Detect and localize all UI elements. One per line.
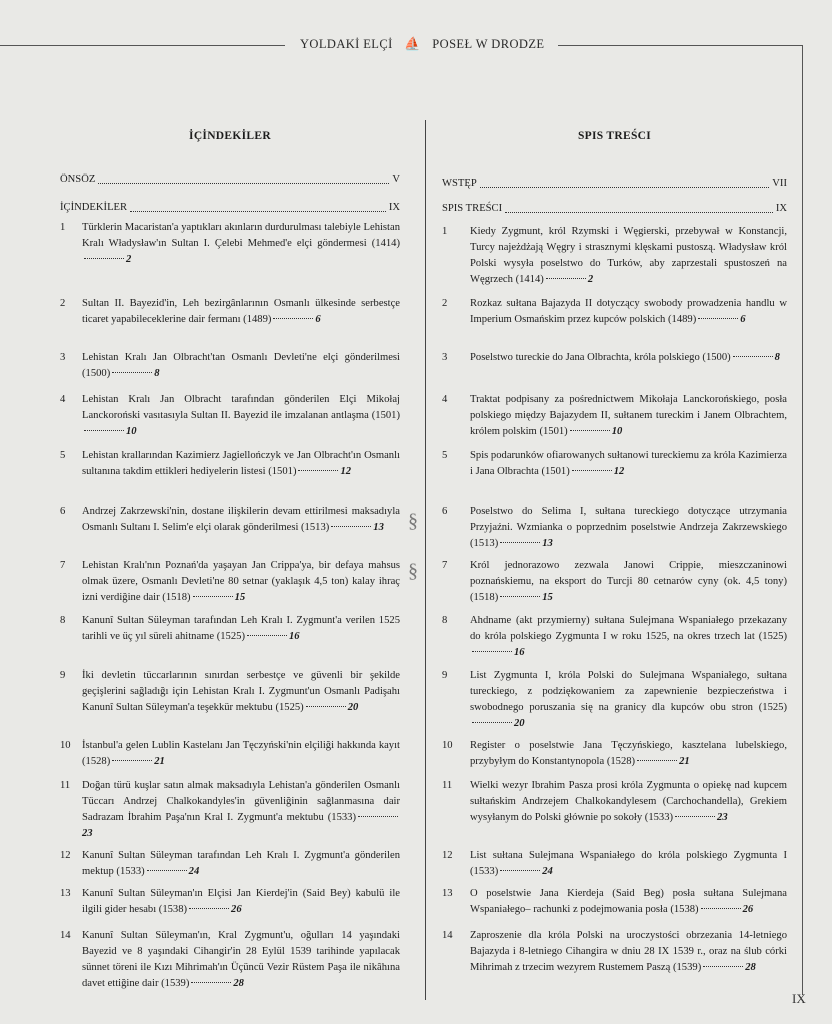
entry-page: 12	[613, 466, 625, 477]
entry-title: Wielki wezyr Ibrahim Pasza prosi króla Zygmunta o opiekę nad kupcem sułtańskim Andrzejem Chalkokandylesem (Carchochandella), Grekiem wysyłanym do Polski głównie po sokoły (1533)	[470, 780, 787, 823]
entry-number: 3	[60, 352, 66, 363]
entry-page: 8	[154, 368, 160, 379]
entry-number: 12	[442, 850, 453, 861]
entry-text	[82, 778, 400, 842]
entry-title: Król jednorazowo zezwala Janowi Crippie, mieszczaninowi poznańskiemu, na eksport do Turcji 80 cetnarów cyny (ok. 4,5 tony) (1518)	[470, 560, 787, 603]
header-rule-left	[0, 45, 285, 46]
dot-leader	[331, 525, 371, 527]
entry-page: 21	[154, 756, 165, 767]
entry-title: Spis podarunków ofiarowanych sułtanowi tureckiemu za króla Kazimierza i Jana Olbrachta (1501)	[470, 450, 787, 477]
front-matter-label: İÇİNDEKİLER	[60, 202, 128, 213]
entry-page: 13	[373, 522, 384, 533]
entry-text	[82, 928, 400, 992]
entry-title: O poselstwie Jana Kierdeja (Said Beg) posła sułtana Sulejmana Wspaniałego– rachunki z podejmowania posła (1538)	[470, 888, 787, 915]
front-matter-entry[interactable]	[442, 201, 787, 217]
entry-title: Ahdname (akt przymierny) sułtana Sulejmana Wspaniałego przekazany do króla polskiego Zygmunta I w roku 1525, na okres trzech lat (1525)	[470, 615, 787, 642]
entry-page: 6	[315, 314, 321, 325]
entry-text	[470, 392, 787, 440]
entry-page: 16	[288, 631, 300, 642]
entry-number: 14	[60, 930, 71, 941]
entry-number: 4	[442, 394, 448, 405]
dot-leader	[147, 869, 187, 871]
entry-title: Kanunî Sultan Süleyman tarafından Leh Kralı I. Zygmunt'a verilen 1525 tarihli ve üç yıl süreli ahitname (1525)	[82, 615, 400, 642]
running-header	[300, 36, 544, 52]
entry-title: List sułtana Sulejmana Wspaniałego do króla polskiego Zygmunta I (1533)	[470, 850, 787, 877]
entry-number: 11	[60, 780, 71, 791]
entry-text	[82, 738, 400, 770]
entry-page: 6	[740, 314, 746, 325]
dot-leader	[84, 429, 124, 431]
entry-text	[82, 448, 400, 480]
entry-number: 1	[442, 226, 448, 237]
toc-title-turkish: İÇİNDEKİLER	[189, 130, 271, 142]
entry-title: Traktat podpisany za pośrednictwem Mikołaja Lanckorońskiego, posła polskiego między Bajazydem II, sułtanem tureckim i Janem Olbrachtem, królem polskim (1501)	[470, 394, 787, 437]
front-matter-entry[interactable]	[60, 200, 400, 216]
entry-number: 2	[60, 298, 66, 309]
entry-page: 28	[233, 978, 244, 989]
entry-text	[82, 392, 400, 440]
entry-page: 24	[542, 866, 553, 877]
entry-number: 5	[60, 450, 66, 461]
dot-leader	[84, 257, 124, 259]
dot-leader	[480, 176, 770, 188]
entry-title: Kanunî Sultan Süleyman'ın Elçisi Jan Kierdej'in (Said Bey) kabulü ile ilgili gider hesabı (1538)	[82, 888, 400, 915]
entry-title: Kanunî Sultan Süleyman tarafından Leh Kralı I. Zygmunt'a gönderilen mektup (1533)	[82, 850, 400, 877]
toc-title-polish: SPIS TREŚCI	[577, 130, 652, 142]
dot-leader	[130, 200, 386, 212]
entry-text	[470, 558, 787, 606]
entry-title: Kanunî Sultan Süleyman'ın, Kral Zygmunt'u, oğulları 14 yaşındaki Bayezid ve 8 yaşındaki Cihangir'in 28 Eylül 1539 tarihinde yapılacak sünnet töreni ile Kızı Mihrimah'ın Üçüncü Vezir Rüstem Paşa ile nikâhına davet ettiğine dair (1539)	[82, 930, 400, 989]
dot-leader	[733, 355, 773, 357]
entry-number: 1	[60, 222, 66, 233]
entry-page: 28	[745, 962, 756, 973]
entry-page: 13	[542, 538, 553, 549]
dot-leader	[112, 759, 152, 761]
entry-page: 16	[514, 647, 525, 658]
entry-number: 10	[442, 740, 453, 751]
front-matter-page: IX	[388, 202, 400, 213]
entry-page: 23	[82, 828, 93, 839]
scroll-ornament-icon: §	[408, 510, 418, 532]
entry-title: İki devletin tüccarlarının sınırdan serbestçe ve güvenli bir şekilde geçişlerini sağladığı için Lehistan Kralı I. Zygmunt'un Osmanlı Padişahı Kanunî Sultan Süleyman'a teşekkür mektubu (1525)	[82, 670, 400, 713]
front-matter-page: IX	[775, 203, 787, 214]
entry-page: 26	[742, 904, 754, 915]
entry-text	[82, 848, 400, 880]
front-matter-label: SPIS TREŚCI	[442, 203, 503, 214]
entry-page: 10	[611, 426, 623, 437]
front-matter-entry[interactable]	[442, 176, 787, 192]
entry-text	[82, 296, 400, 328]
entry-number: 7	[60, 560, 66, 571]
entry-title: Rozkaz sułtana Bajazyda II dotyczący swobody prowadzenia handlu w Imperium Osmańskim przez kupców polskich (1489)	[470, 298, 787, 325]
dot-leader	[472, 721, 512, 723]
header-title-turkish: YOLDAKİ ELÇİ	[300, 37, 393, 51]
entry-number: 6	[442, 506, 448, 517]
entry-number: 8	[60, 615, 66, 626]
dot-leader	[500, 595, 540, 597]
dot-leader	[572, 469, 612, 471]
entry-page: 10	[126, 426, 137, 437]
ship-ornament-icon: ⛵	[404, 36, 421, 51]
entry-number: 14	[442, 930, 453, 941]
dot-leader	[358, 815, 398, 817]
entry-text	[470, 504, 787, 552]
dot-leader	[306, 705, 346, 707]
entry-number: 6	[60, 506, 66, 517]
front-matter-page: V	[392, 174, 400, 185]
front-matter-page: VII	[772, 178, 787, 189]
front-matter-label: WSTĘP	[442, 178, 477, 189]
entry-page: 24	[188, 866, 200, 877]
entry-title: Andrzej Zakrzewski'nin, dostane ilişkilerin devam ettirilmesi maksadıyla Osmanlı Sultanı I. Selim'e elçi olarak gönderilmesi (1513)	[82, 506, 400, 533]
entry-text	[82, 220, 400, 268]
entry-title: Kiedy Zygmunt, król Rzymski i Węgierski, przebywał w Konstancji, Turcy najeżdżają Węgry i strasznymi klęskami pustoszą. Władysław król Polski wysyła poselstwo do Turków, aby zaprzestali spustoszeń na Węgrzech (1414)	[470, 226, 787, 285]
entry-text	[470, 738, 787, 770]
dot-leader	[189, 907, 229, 909]
entry-title: Lehistan Kralı Jan Olbracht tarafından gönderilen Elçi Mikołaj Lanckoroński vasıtasıyla Sultan II. Bayezid ile imzalanan antlaşma (1501)	[82, 394, 400, 421]
scroll-ornament-icon: §	[408, 560, 418, 582]
dot-leader	[701, 907, 741, 909]
dot-leader	[505, 201, 773, 213]
header-title-polish: POSEŁ W DRODZE	[432, 37, 545, 51]
entry-text	[470, 848, 787, 880]
entry-number: 13	[60, 888, 71, 899]
entry-title: Sultan II. Bayezid'in, Leh bezirgânlarının Osmanlı ülkesinde serbestçe ticaret yapabileceklerine dair fermanı (1489)	[82, 298, 400, 325]
entry-number: 7	[442, 560, 448, 571]
entry-number: 10	[60, 740, 71, 751]
entry-text	[82, 613, 400, 645]
dot-leader	[193, 595, 233, 597]
entry-text	[470, 778, 787, 826]
entry-number: 13	[442, 888, 453, 899]
entry-text	[82, 558, 400, 606]
entry-number: 2	[442, 298, 448, 309]
dot-leader	[191, 981, 231, 983]
dot-leader	[675, 815, 715, 817]
entry-page: 2	[126, 254, 132, 265]
dot-leader	[570, 429, 610, 431]
dot-leader	[112, 371, 152, 373]
header-rule-right	[558, 45, 803, 46]
entry-title: Poselstwo tureckie do Jana Olbrachta, króla polskiego (1500)	[470, 352, 731, 363]
front-matter-label: ÖNSÖZ	[60, 174, 96, 185]
entry-page: 15	[542, 592, 553, 603]
entry-page: 15	[234, 592, 246, 603]
entry-title: List Zygmunta I, króla Polski do Sulejmana Wspaniałego, sułtana tureckiego, z podziękowaniem za zapewnienie bezpieczeństwa i swobodnego poruszania się na granicy dla kupców obu stron (1525)	[470, 670, 787, 713]
front-matter-entry[interactable]	[60, 172, 400, 188]
entry-number: 9	[442, 670, 448, 681]
entry-text	[82, 886, 400, 918]
entry-title: Lehistan Kralı'nın Poznań'da yaşayan Jan Crippa'ya, bir defaya mahsus olmak üzere, Osmanlı Devleti'ne 80 setnar (yaklaşık 4,5 ton) kalay ihraç izni verdiğine dair (1518)	[82, 560, 400, 603]
entry-number: 12	[60, 850, 71, 861]
entry-text	[82, 350, 400, 382]
entry-title: Doğan türü kuşlar satın almak maksadıyla Lehistan'a gönderilen Osmanlı Tüccarı Andrzej Chalkokandyles'in güvenliğinin sağlanmasına dair Sadrazam İbrahim Paşa'nın Kral I. Zygmunt'a mektubu (1533)	[82, 780, 400, 823]
entry-text	[470, 296, 787, 328]
dot-leader	[98, 172, 389, 184]
entry-page: 20	[347, 702, 359, 713]
entry-text	[470, 668, 787, 732]
dot-leader	[500, 541, 540, 543]
entry-title: Türklerin Macaristan'a yaptıkları akınların durdurulması talebiyle Lehistan Kralı Władysław'ın Sultan I. Çelebi Mehmed'e elçi göndermesi (1414)	[82, 222, 400, 249]
dot-leader	[637, 759, 677, 761]
dot-leader	[698, 317, 738, 319]
dot-leader	[703, 965, 743, 967]
entry-number: 8	[442, 615, 448, 626]
entry-text	[470, 350, 787, 366]
dot-leader	[472, 650, 512, 652]
dot-leader	[273, 317, 313, 319]
entry-text	[470, 886, 787, 918]
entry-title: Lehistan Kralı Jan Olbracht'tan Osmanlı Devleti'ne elçi gönderilmesi (1500)	[82, 352, 400, 379]
entry-text	[82, 668, 400, 716]
entry-number: 3	[442, 352, 448, 363]
entry-text	[470, 928, 787, 976]
column-divider	[425, 120, 426, 1000]
page-number: IX	[792, 991, 806, 1006]
entry-page: 26	[231, 904, 242, 915]
entry-title: İstanbul'a gelen Lublin Kastelanı Jan Tęczyński'nin elçiliği hakkında kayıt (1528)	[82, 740, 400, 767]
entry-page: 12	[340, 466, 352, 477]
entry-page: 21	[679, 756, 690, 767]
page-border-right	[802, 45, 803, 995]
entry-page: 8	[774, 352, 780, 363]
entry-number: 11	[442, 780, 453, 791]
dot-leader	[546, 277, 586, 279]
dot-leader	[500, 869, 540, 871]
entry-title: Poselstwo do Selima I, sułtana tureckiego dotyczące utrzymania Przyjaźni. Wzmianka o poprzednim poselstwie Andrzeja Zakrzewskiego (1513)	[470, 506, 787, 549]
entry-number: 9	[60, 670, 66, 681]
entry-page: 20	[514, 718, 525, 729]
dot-leader	[247, 634, 287, 636]
entry-text	[470, 613, 787, 661]
entry-page: 2	[587, 274, 594, 285]
entry-title: Zaproszenie dla króla Polski na uroczystości obrzezania 14-letniego Bajazyda i 8-letniego Cihangira w dniu 28 IX 1539 r., oraz na ślub córki Mihrimah z trzecim wezyrem Rustemem Paszą (1539)	[470, 930, 787, 973]
entry-text	[470, 224, 787, 288]
dot-leader	[298, 469, 338, 471]
entry-text	[82, 504, 400, 536]
entry-number: 5	[442, 450, 448, 461]
entry-title: Lehistan krallarından Kazimierz Jagiellończyk ve Jan Olbracht'ın Osmanlı sultanına takdim ettikleri hediyelerin listesi (1501)	[82, 450, 400, 477]
entry-number: 4	[60, 394, 66, 405]
entry-title: Register o poselstwie Jana Tęczyńskiego, kasztelana lubelskiego, przybyłym do Konstantynopola (1528)	[470, 740, 787, 767]
entry-page: 23	[717, 812, 728, 823]
entry-text	[470, 448, 787, 480]
